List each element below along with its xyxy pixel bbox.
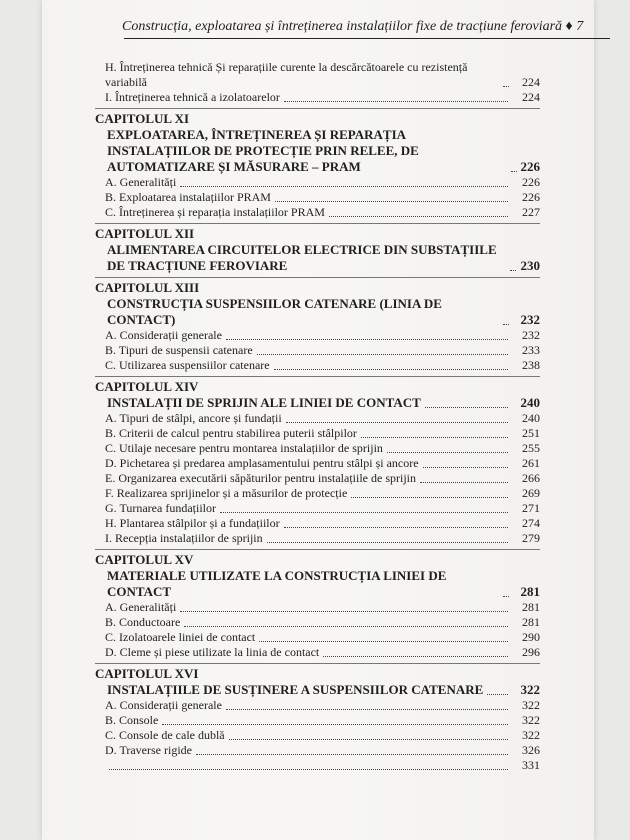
toc-entry xyxy=(95,426,540,441)
toc-entry-page: 271 xyxy=(522,501,540,515)
toc-entry xyxy=(95,600,540,615)
toc-entry xyxy=(95,743,540,758)
toc-entry xyxy=(95,328,540,343)
toc-entry-text: C. Console de cale dublă xyxy=(105,728,225,742)
toc-entry xyxy=(95,60,540,90)
chapter-title-row xyxy=(95,568,540,600)
header-bullet: ♦ xyxy=(565,19,577,34)
chapter-title: EXPLOATAREA, ÎNTREȚINEREA ȘI REPARAȚIA INSTALAȚIILOR DE PROTECȚIE PRIN RELEE, DE AUTOMATIZARE ȘI MĂSURARE – PRAM xyxy=(107,127,419,174)
toc-entry-page: 322 xyxy=(522,698,540,712)
toc-entry-text: A. Generalități xyxy=(105,600,177,614)
toc-entry-page: 233 xyxy=(522,343,540,357)
chapter-xiv xyxy=(95,376,540,546)
toc-entry xyxy=(95,456,540,471)
chapter-label: CAPITOLUL XI xyxy=(95,111,190,126)
toc-entry-text: D. Cleme și piese utilizate la linia de contact xyxy=(105,645,320,659)
chapter-page: 281 xyxy=(520,584,540,599)
toc-entry-page: 274 xyxy=(522,516,540,530)
toc-entry-page: 281 xyxy=(522,615,540,629)
chapter-title-row xyxy=(95,395,540,411)
toc-entry-text: E. Organizarea executării săpăturilor pentru instalațiile de sprijin xyxy=(105,471,416,485)
toc-entry-text: I. Întreținerea tehnică a izolatoarelor xyxy=(105,90,280,104)
toc-entry xyxy=(95,90,540,105)
toc-entry xyxy=(95,630,540,645)
toc-entry-page: 255 xyxy=(522,441,540,455)
chapter-xvi xyxy=(95,663,540,773)
toc-entry-text: B. Tipuri de suspensii catenare xyxy=(105,343,253,357)
chapter-label: CAPITOLUL XII xyxy=(95,226,195,241)
chapter-title: INSTALAȚII DE SPRIJIN ALE LINIEI DE CONTACT xyxy=(107,395,421,410)
toc-entry-page: 232 xyxy=(522,328,540,342)
chapter-title-row xyxy=(95,682,540,698)
toc-entry xyxy=(95,471,540,486)
header-title: Construcția, exploatarea și întreținerea instalațiilor fixe de tracțiune feroviară xyxy=(122,19,563,34)
toc-entry-page: 238 xyxy=(522,358,540,372)
toc-entry xyxy=(95,728,540,743)
chapter-page: 322 xyxy=(520,682,540,697)
toc-entry-page: 279 xyxy=(522,531,540,545)
toc-entry-page: 240 xyxy=(522,411,540,425)
toc-entry-text: A. Tipuri de stâlpi, ancore și fundații xyxy=(105,411,282,425)
toc-entry-text: D. Traverse rigide xyxy=(105,743,192,757)
toc-entry-text: C. Izolatoarele liniei de contact xyxy=(105,630,256,644)
toc-entry xyxy=(95,615,540,630)
toc-entry-text: D. Pichetarea și predarea amplasamentului pentru stâlpi și ancore xyxy=(105,456,419,470)
toc-entry-text: C. Utilizarea suspensiilor catenare xyxy=(105,358,270,372)
chapter-label: CAPITOLUL XIV xyxy=(95,379,199,394)
toc-entry-text: A. Considerații generale xyxy=(105,328,222,342)
toc-entry-page: 251 xyxy=(522,426,540,440)
toc-entry-page: 281 xyxy=(522,600,540,614)
chapter-title-row xyxy=(95,242,540,274)
toc-entry xyxy=(95,343,540,358)
toc-entry-page: 226 xyxy=(522,190,540,204)
chapter-label: CAPITOLUL XVI xyxy=(95,666,199,681)
chapter-page: 230 xyxy=(520,258,540,273)
toc-entry-text: H. Întreținerea tehnică Și reparațiile curente la descărcătoarele cu rezistență variabilă xyxy=(105,60,468,89)
toc-entry xyxy=(95,645,540,660)
toc-entry-page: 266 xyxy=(522,471,540,485)
toc-entry-page: 224 xyxy=(522,90,540,104)
toc-entry xyxy=(95,516,540,531)
toc-entry xyxy=(95,698,540,713)
chapter-title-row xyxy=(95,296,540,328)
toc-entry xyxy=(95,190,540,205)
toc-entry-text: A. Considerații generale xyxy=(105,698,222,712)
toc-entry xyxy=(95,205,540,220)
chapter-title: ALIMENTAREA CIRCUITELOR ELECTRICE DIN SUBSTAȚIILE DE TRACȚIUNE FEROVIARE xyxy=(107,242,497,273)
chapter-label: CAPITOLUL XIII xyxy=(95,280,200,295)
chapter-page: 226 xyxy=(520,159,540,174)
chapter-title: INSTALAȚIILE DE SUSȚINERE A SUSPENSIILOR CATENARE xyxy=(107,682,484,697)
toc-entry-page: 326 xyxy=(522,743,540,757)
toc-entry-text: I. Recepția instalațiilor de sprijin xyxy=(105,531,263,545)
toc-entry-text: B. Conductoare xyxy=(105,615,181,629)
table-of-contents xyxy=(95,60,540,773)
chapter-page: 232 xyxy=(520,312,540,327)
chapter-title-row xyxy=(95,127,540,175)
running-header xyxy=(122,18,612,36)
chapter-page: 240 xyxy=(520,395,540,410)
header-rule xyxy=(124,38,610,39)
chapter-xv xyxy=(95,549,540,660)
toc-entry-page: 331 xyxy=(522,758,540,772)
toc-entry-page: 269 xyxy=(522,486,540,500)
toc-entry-text: F. Realizarea sprijinelor și a măsurilor de protecție xyxy=(105,486,348,500)
toc-entry xyxy=(95,175,540,190)
chapter-xiii xyxy=(95,277,540,373)
toc-entry-text: A. Generalități xyxy=(105,175,177,189)
chapter-title: CONSTRUCȚIA SUSPENSIILOR CATENARE (LINIA DE CONTACT) xyxy=(107,296,442,327)
chapter-xii xyxy=(95,223,540,274)
toc-entry xyxy=(95,486,540,501)
toc-entry-page: 322 xyxy=(522,728,540,742)
toc-entry-page: 227 xyxy=(522,205,540,219)
toc-entry-text: B. Exploatarea instalațiilor PRAM xyxy=(105,190,271,204)
toc-entry xyxy=(95,713,540,728)
toc-entry xyxy=(95,531,540,546)
toc-entry-page: 226 xyxy=(522,175,540,189)
toc-entry xyxy=(95,501,540,516)
toc-entry-page: 322 xyxy=(522,713,540,727)
toc-entry xyxy=(95,411,540,426)
toc-entry-page: 296 xyxy=(522,645,540,659)
chapter-xi xyxy=(95,108,540,220)
toc-entry xyxy=(95,358,540,373)
toc-entry-text: B. Console xyxy=(105,713,159,727)
toc-entry-text: C. Utilaje necesare pentru montarea instalațiilor de sprijin xyxy=(105,441,383,455)
toc-entry-text: C. Întreținerea și reparația instalațiilor PRAM xyxy=(105,205,325,219)
toc-entry-page: 224 xyxy=(522,75,540,89)
toc-entry-text: H. Plantarea stâlpilor și a fundațiilor xyxy=(105,516,280,530)
toc-entry xyxy=(95,441,540,456)
toc-entry-page: 290 xyxy=(522,630,540,644)
toc-entry-page: 261 xyxy=(522,456,540,470)
toc-entry-text: G. Turnarea fundațiilor xyxy=(105,501,216,515)
header-page-number: 7 xyxy=(576,19,584,34)
chapter-label: CAPITOLUL XV xyxy=(95,552,194,567)
chapter-title: MATERIALE UTILIZATE LA CONSTRUCȚIA LINIEI DE CONTACT xyxy=(107,568,447,599)
toc-entry-text: B. Criterii de calcul pentru stabilirea puterii stâlpilor xyxy=(105,426,357,440)
toc-entry xyxy=(95,758,540,773)
